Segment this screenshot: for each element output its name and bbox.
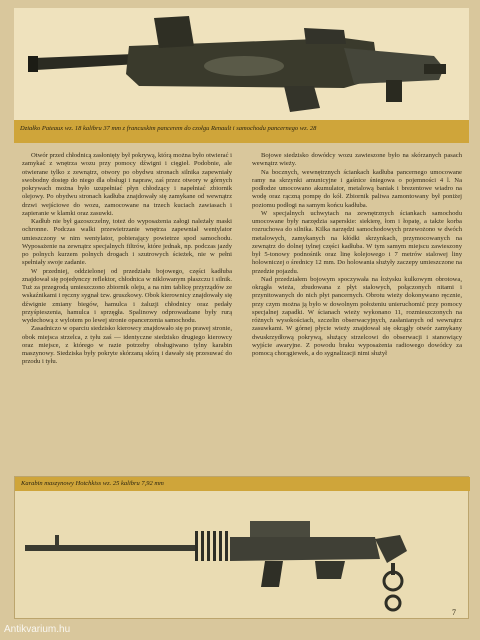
watermark: Antikvarium.hu: [4, 624, 71, 635]
top-figure-caption-bar: [14, 120, 469, 143]
bottom-figure-caption: Karabin maszynowy Hotchkiss wz. 25 kalibru 7,92 mm: [21, 480, 164, 487]
paragraph: Zasadniczo w oparciu siedzisko kierowcy znajdowało się po prawej stronie, obok miejsca strzelca, z tyłu zaś — identyczne siedzisko drugiego kierowcy oraz miejsce, z którego w razie potrzeby obsługiwano tylny karabin maszynowy. Siedziska były pokryte skórzaną skórą i dawały się przesuwać do przodu i tyłu.: [22, 325, 232, 366]
article-body: [22, 152, 462, 474]
paragraph: W przedniej, oddzielonej od przedziału bojowego, części kadłuba znajdował się pojedynczy reflektor, chłodnica w niklowanym płaszczu i silnik. Tuż za przegrodą umieszczono zbiornik oleju, a na nim tablicę przyrządów ze wskaźnikami i ręczny sygnał tzw. gruszkowy. Obok kierownicy znajdowały się dźwignie zmiany biegów, hamulca i żaluzji chłodnicy oraz pedały przyśpieszenia, hamulca i sprzęgła. Spalinowy odprowadzane były rurą wydechową z wylotem po lewej stronie opancerzenia samochodu.: [22, 267, 232, 324]
paragraph: Na bocznych, wewnętrznych ściankach kadłuba pancernego umocowane ramy na skrzynki amunicyjne i gaśnice śniegowa o pojemności 4 l. Na podłodze umocowano akumulator, metalową baniak i brezentowe wiadro na wodę oraz rączną pompę do kół. Zbiornik paliwa zamontowany był poniżej poziomu podłogi na samym końcu kadłuba.: [252, 168, 462, 209]
cannon-drawing: [14, 8, 469, 120]
paragraph: Bojowe siedzisko dowódcy wozu zawieszone było na skórzanych pasach wewnątrz wieży.: [252, 152, 462, 168]
machine-gun-drawing: [15, 491, 468, 618]
left-column: [22, 152, 232, 474]
paragraph: Kadłub nie był gazoszczelny, toteż do wyposażenia załogi należały maski ochronne. Podczas walki przewietrzanie wnętrza zapewniał wentylator umieszczony w nim wentylator, pobierający powietrze spod samochodu. Wyposażenie na zewnątrz specjalnych filtrów, które jednak, np. podczas jazdy po polnych kurzem polnych drogach i szutrowych ścieżek, nie w pełni spełniały swoje zadanie.: [22, 218, 232, 267]
page-number: 7: [452, 608, 456, 617]
paragraph: W specjalnych uchwytach na zewnętrznych ściankach samochodu umocowane były narzędzia saperskie: siekierę, łom i łopatę, a także korba rozruchowa do silnika. Kilka narzędzi samochodowych przewożono w dwóch metalowych, zamykanych na kłódki skrzynkach, przymocowanych na zewnątrz do dolnej tylnej części kadłuba. W tym samym miejscu zawieszony był 5-tonowy podnośnik oraz linę kolejowego i 7 metrów stalowej liny holowniczej o średnicy 12 mm. Do holowania służyły zaczepy umieszczone na przedzie pojazdu.: [252, 209, 462, 275]
machine-gun-photo: [15, 491, 468, 618]
top-figure: [14, 8, 469, 143]
top-figure-caption: Działko Pateaux wz. 18 kalibru 37 mm z francuskim pancerem do czołgu Renault i samochodu pancernego wz. 28: [20, 125, 317, 132]
bottom-figure: [14, 476, 469, 619]
right-column: [252, 152, 462, 474]
cannon-photo: [14, 8, 469, 120]
paragraph: Otwór przed chłodnicą zasłonięty był pokrywą, którą można było otwierać i zamykać z wnętrza wozu przy pomocy dźwigni i cięgieł. Podobnie, ale otwierane tylko z zewnątrz, otwory po obydwu stronach silnika zapewniały swobodny dostęp do niego dla obsługi i napraw, zaś przez otwory w górnych pokrywach można było uzupełniać płyn chłodzący i napełniać zbiornik olejowy. Po obydwu stronach kadłuba znajdowały się zamykane od wewnątrz drzwi wejściowe do wozu, zamocowane na trzech kuciach zawiasach i zapieranie w klamki oraz zasuwki.: [22, 152, 232, 217]
paragraph: Nad przedziałem bojowym spoczywała na łożysku kulkowym obrotowa, okrągła wieża, zbudowana z płyt stalowych, połączonych nitami i przynitowanych do nich płyt pancernych. Obrotu wieży dokonywano ręcznie, przy czym można ją było w dowolnym położeniu unieruchomić przy pomocy specjalnej zapadki. W ścianach wieży wykonano 11, rozmieszczonych na różnych wysokościach, szczelin obserwacyjnych, zasłanianych od wewnątrz zasuwkami. W górnej płycie wieży znajdował się okrągły otwór zamykany dwuskrzydłową pokrywą, służący strzelcowi do obserwacji i stanowiący wyjście awaryjne. Z powodu braku wyposażenia radiowego dowódcy za pomocą chorągiewek, a do sygnalizacji nimi służył: [252, 275, 462, 357]
bottom-figure-caption-bar: [15, 477, 470, 491]
